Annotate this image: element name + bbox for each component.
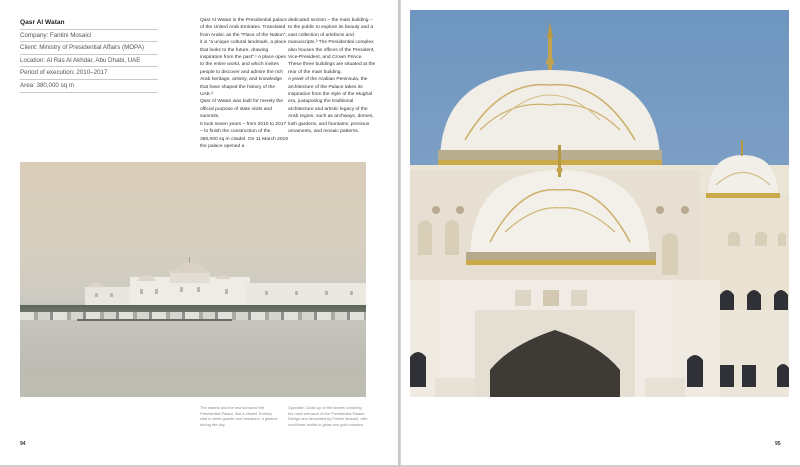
page-number-right: 95 (775, 441, 781, 447)
domes-illustration (410, 10, 789, 397)
body-text-column-2 (288, 17, 376, 136)
info-area: Area: 380,000 sq m (20, 80, 158, 93)
body-paragraph: dedicated section – the main building – to the public to explore its beauty and a vast collection of artefacts and manuscripts.³ The Presidential complex also houses the offices of the President, Vice-President, and Crown Prince. These three buildings are situated at the rear of the main building. (288, 18, 376, 75)
info-location: Location: Al Ras Al Akhdar, Abu Dhabi, UAE (20, 55, 158, 68)
palace-silhouette (85, 257, 366, 307)
body-paragraph: Qasr Al Watan is the Presidential palace of the United Arab Emirates. Translated from Arabic as the “Place of the Nation”, it is “a unique cultural landmark, a place that looks to the future, drawing inspiration from the past”.¹ A place open to the entire world, and which invites people to discover and admire the rich Arab heritage, artistry, and knowledge that have shaped the history of the UAE.² (200, 18, 288, 98)
info-period: Period of execution: 2010–2017 (20, 67, 158, 80)
photo-caption-opposite: Opposite: Close-up of the domes crowning the main entrance of the Presidential Palace. Design and decorated by Fantini Mosaici, with curvilinear motifs in glass and gold mosaics. (288, 405, 368, 427)
palace-marina-photo (20, 162, 366, 397)
project-info-table (20, 17, 158, 93)
info-client: Client: Ministry of Presidential Affairs (MOPA) (20, 42, 158, 55)
photo-caption-left: The marina and the sea surround the Presidential Palace, like a citadel. Entirely clad in white granite and limestone, it gleams during the day. (200, 405, 278, 427)
body-text-column-1 (200, 17, 288, 150)
info-company: Company: Fantini Mosaici (20, 30, 158, 43)
page-number-left: 94 (20, 441, 26, 447)
left-page (0, 0, 399, 467)
project-title: Qasr Al Watan (20, 17, 158, 30)
body-paragraph: It took seven years – from 2010 to 2017 – to finish the construction of the 380,000 sq m citadel. On 11 March 2019 the palace opened a (200, 121, 288, 149)
body-paragraph: Qasr Al Watan was built for merely the official purpose of state visits and summits. (200, 99, 283, 120)
sea-water (20, 321, 366, 397)
domes-photo (410, 10, 789, 397)
body-paragraph: A jewel of the Arabian Peninsula, the architecture of the Palace takes its inspiration from the style of the Mughal era, juxtaposing the traditional architecture and artistic legacy of the Arab region, such as archways, domes, lush gardens, and fountains, precious ornaments, and mosaic patterns. (288, 77, 374, 135)
